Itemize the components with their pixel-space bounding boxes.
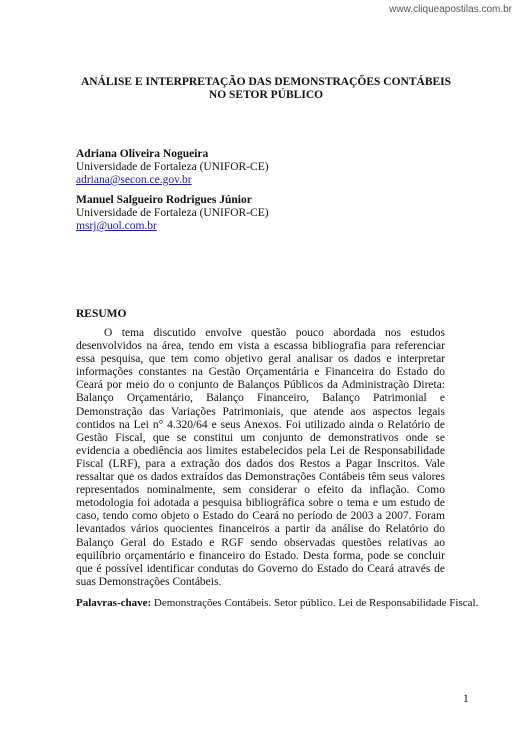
author-affiliation: Universidade de Fortaleza (UNIFOR-CE) — [76, 207, 269, 219]
keywords-text: Demonstrações Contábeis. Setor público. Lei de Responsabilidade Fiscal. — [151, 597, 479, 609]
keywords-line — [76, 597, 479, 609]
abstract-heading: RESUMO — [76, 308, 127, 320]
watermark-url: www.cliqueapostilas.com.br — [389, 4, 512, 15]
author-name: Manuel Salgueiro Rodrigues Júnior — [76, 194, 252, 206]
page-number: 1 — [463, 693, 469, 705]
abstract-body: O tema discutido envolve questão pouco abordada nos estudos desenvolvidos na área, tendo em vista a escassa bibliografia para referenciar essa pesquisa, que tem como objetivo geral analisar os dados e interpretar informações constantes na Gestão Orçamentária e Financeira do Estado do Ceará por meio do o conjunto de Balanços Públicos da Administração Direta: Balanço Orçamentário, Balanço Financeiro, Balanço Patrimonial e Demonstração das Variações Patrimoniais, que atende aos aspectos legais contidos na Lei n° 4.320/64 e seus Anexos. Foi utilizado ainda o Relatório de Gestão Fiscal, que se constitui um conjunto de demonstrativos onde se evidencia a obediência aos limites estabelecidos pela Lei de Responsabilidade Fiscal (LRF), para a extração dos dados dos Restos a Pagar Inscritos. Vale ressaltar que os dados extraídos das Demonstrações Contábeis têm seus valores representados nominalmente, sem considerar o efeito da inflação. Como metodologia foi adotada a pesquisa bibliográfica sobre o tema e um estudo de caso, tendo como objeto o Estado do Ceará no período de 2003 a 2007. Foram levantados vários quocientes financeiros a partir da análise do Relatório do Balanço Geral do Estado e RGF sendo observadas questões relativas ao equilíbrio orçamentário e financeiro do Estado. Desta forma, pode se concluir que é possível identificar condutas do Governo do Estado do Ceará através de suas Demonstrações Contábeis. — [76, 327, 445, 588]
author-affiliation: Universidade de Fortaleza (UNIFOR-CE) — [76, 161, 269, 173]
keywords-label: Palavras-chave: — [76, 597, 152, 609]
author-block-2 — [76, 194, 269, 233]
author-email-link[interactable]: msrj@uol.com.br — [76, 220, 157, 232]
author-name: Adriana Oliveira Nogueira — [76, 148, 209, 160]
author-email-link[interactable]: adriana@secon.ce.gov.br — [76, 174, 192, 186]
paper-title: ANÁLISE E INTERPRETAÇÃO DAS DEMONSTRAÇÕES CONTÁBEIS NO SETOR PÚBLICO — [80, 76, 452, 101]
author-block-1 — [76, 148, 269, 187]
